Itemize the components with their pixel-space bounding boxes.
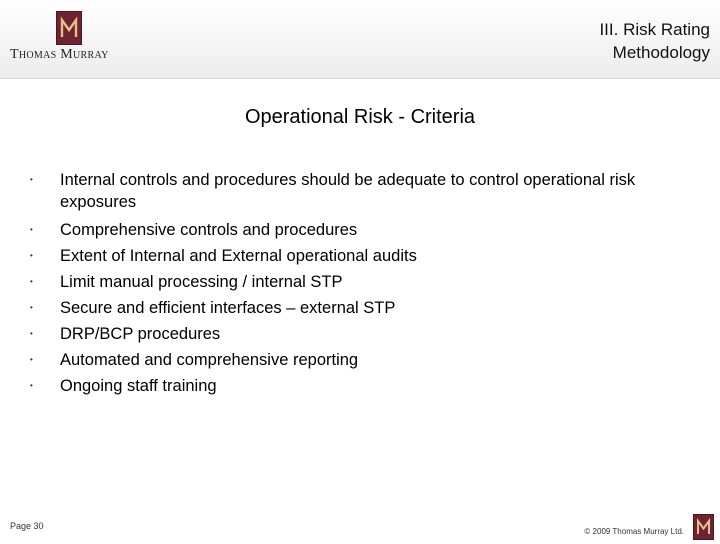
list-item-text: Internal controls and procedures should be adequate to control operational risk exposures: [60, 171, 636, 211]
bullet-icon: •: [30, 355, 33, 364]
criteria-list: [30, 169, 670, 399]
list-item-text: Ongoing staff training: [60, 377, 217, 395]
copyright-notice: © 2009 Thomas Murray Ltd.: [584, 527, 684, 536]
list-item-text: Comprehensive controls and procedures: [60, 221, 358, 239]
footer-logo-icon: [693, 514, 714, 540]
list-item-text: Extent of Internal and External operational audits: [60, 247, 417, 265]
thomas-murray-logo-icon: [56, 11, 82, 45]
list-item: [30, 217, 670, 243]
list-item: [30, 295, 670, 321]
list-item: [30, 347, 670, 373]
list-item: [30, 321, 670, 347]
section-title: [490, 18, 710, 64]
list-item: [30, 169, 670, 217]
list-item-text: Automated and comprehensive reporting: [60, 351, 359, 369]
slide-title: Operational Risk - Criteria: [244, 106, 476, 128]
bullet-icon: •: [30, 251, 33, 260]
section-title-line-1: III. Risk Rating: [599, 20, 710, 39]
bullet-icon: •: [30, 381, 33, 390]
list-item: [30, 243, 670, 269]
list-item: [30, 269, 670, 295]
slide-header: [0, 0, 720, 79]
bullet-icon: •: [30, 225, 33, 234]
list-item: [30, 373, 670, 399]
section-title-line-2: Methodology: [612, 43, 710, 62]
bullet-icon: •: [30, 277, 33, 286]
list-item-text: DRP/BCP procedures: [60, 325, 221, 343]
bullet-icon: •: [30, 175, 33, 184]
bullet-icon: •: [30, 303, 33, 312]
page-number: Page 30: [10, 521, 44, 531]
company-logo-text: Thomas Murray: [10, 47, 109, 62]
bullet-icon: •: [30, 329, 33, 338]
list-item-text: Limit manual processing / internal STP: [60, 273, 343, 291]
list-item-text: Secure and efficient interfaces – external STP: [60, 299, 396, 317]
